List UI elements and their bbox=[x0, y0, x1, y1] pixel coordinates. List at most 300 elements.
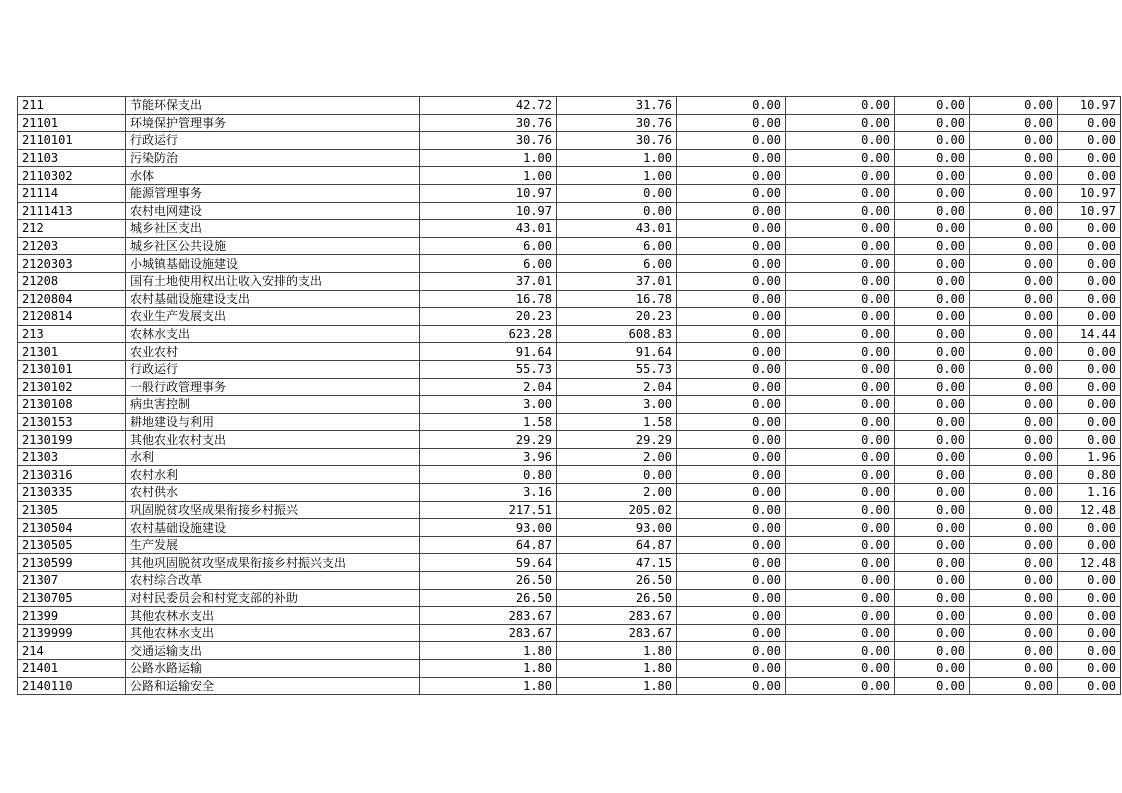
amount-cell: 0.00 bbox=[786, 660, 895, 678]
amount-cell: 0.00 bbox=[786, 378, 895, 396]
subject-name-cell: 农村综合改革 bbox=[126, 572, 420, 590]
amount-cell: 0.00 bbox=[677, 466, 786, 484]
amount-cell: 0.00 bbox=[1058, 343, 1121, 361]
subject-name-cell: 小城镇基础设施建设 bbox=[126, 255, 420, 273]
subject-code-cell: 2130199 bbox=[18, 431, 126, 449]
amount-cell: 0.00 bbox=[970, 132, 1058, 150]
subject-code-cell: 21301 bbox=[18, 343, 126, 361]
amount-cell: 0.00 bbox=[786, 519, 895, 537]
amount-cell: 0.00 bbox=[895, 220, 970, 238]
amount-cell: 0.00 bbox=[677, 413, 786, 431]
subject-name-cell: 节能环保支出 bbox=[126, 97, 420, 115]
amount-cell: 0.80 bbox=[1058, 466, 1121, 484]
table-row bbox=[18, 660, 1121, 678]
amount-cell: 0.00 bbox=[895, 536, 970, 554]
amount-cell: 93.00 bbox=[420, 519, 557, 537]
amount-cell: 6.00 bbox=[420, 255, 557, 273]
amount-cell: 1.80 bbox=[557, 677, 677, 695]
amount-cell: 0.00 bbox=[1058, 149, 1121, 167]
subject-name-cell: 水体 bbox=[126, 167, 420, 185]
amount-cell: 10.97 bbox=[420, 184, 557, 202]
table-row bbox=[18, 97, 1121, 115]
amount-cell: 6.00 bbox=[557, 237, 677, 255]
amount-cell: 0.00 bbox=[786, 220, 895, 238]
amount-cell: 0.00 bbox=[895, 466, 970, 484]
amount-cell: 0.00 bbox=[677, 660, 786, 678]
amount-cell: 0.00 bbox=[895, 501, 970, 519]
amount-cell: 0.00 bbox=[895, 431, 970, 449]
amount-cell: 30.76 bbox=[420, 114, 557, 132]
amount-cell: 0.00 bbox=[1058, 642, 1121, 660]
table-row bbox=[18, 255, 1121, 273]
subject-name-cell: 行政运行 bbox=[126, 132, 420, 150]
amount-cell: 0.00 bbox=[786, 484, 895, 502]
amount-cell: 30.76 bbox=[557, 114, 677, 132]
subject-code-cell: 2110101 bbox=[18, 132, 126, 150]
table-row bbox=[18, 149, 1121, 167]
table-body bbox=[18, 97, 1121, 695]
amount-cell: 0.00 bbox=[970, 396, 1058, 414]
amount-cell: 26.50 bbox=[557, 572, 677, 590]
amount-cell: 93.00 bbox=[557, 519, 677, 537]
amount-cell: 0.00 bbox=[895, 184, 970, 202]
amount-cell: 0.00 bbox=[786, 184, 895, 202]
amount-cell: 0.00 bbox=[677, 624, 786, 642]
amount-cell: 3.16 bbox=[420, 484, 557, 502]
amount-cell: 0.00 bbox=[786, 308, 895, 326]
amount-cell: 91.64 bbox=[420, 343, 557, 361]
table-row bbox=[18, 308, 1121, 326]
amount-cell: 0.00 bbox=[1058, 237, 1121, 255]
amount-cell: 0.00 bbox=[970, 255, 1058, 273]
subject-code-cell: 21203 bbox=[18, 237, 126, 255]
amount-cell: 0.00 bbox=[1058, 431, 1121, 449]
amount-cell: 0.00 bbox=[677, 607, 786, 625]
amount-cell: 0.00 bbox=[895, 308, 970, 326]
amount-cell: 0.00 bbox=[786, 325, 895, 343]
table-row bbox=[18, 642, 1121, 660]
amount-cell: 0.00 bbox=[677, 255, 786, 273]
table-row bbox=[18, 396, 1121, 414]
table-row bbox=[18, 378, 1121, 396]
amount-cell: 64.87 bbox=[557, 536, 677, 554]
subject-code-cell: 2130599 bbox=[18, 554, 126, 572]
amount-cell: 3.96 bbox=[420, 448, 557, 466]
table-row bbox=[18, 431, 1121, 449]
subject-code-cell: 213 bbox=[18, 325, 126, 343]
amount-cell: 1.96 bbox=[1058, 448, 1121, 466]
subject-name-cell: 能源管理事务 bbox=[126, 184, 420, 202]
table-row bbox=[18, 202, 1121, 220]
subject-name-cell: 农村基础设施建设支出 bbox=[126, 290, 420, 308]
amount-cell: 91.64 bbox=[557, 343, 677, 361]
table-row bbox=[18, 325, 1121, 343]
amount-cell: 0.00 bbox=[895, 360, 970, 378]
amount-cell: 0.00 bbox=[786, 396, 895, 414]
amount-cell: 0.00 bbox=[895, 624, 970, 642]
amount-cell: 0.00 bbox=[786, 114, 895, 132]
amount-cell: 0.00 bbox=[677, 501, 786, 519]
amount-cell: 0.00 bbox=[895, 607, 970, 625]
subject-name-cell: 国有土地使用权出让收入安排的支出 bbox=[126, 272, 420, 290]
amount-cell: 0.00 bbox=[677, 132, 786, 150]
amount-cell: 10.97 bbox=[1058, 184, 1121, 202]
amount-cell: 0.00 bbox=[677, 97, 786, 115]
amount-cell: 0.00 bbox=[970, 290, 1058, 308]
subject-code-cell: 2120804 bbox=[18, 290, 126, 308]
amount-cell: 0.00 bbox=[895, 572, 970, 590]
subject-name-cell: 农业生产发展支出 bbox=[126, 308, 420, 326]
amount-cell: 0.00 bbox=[970, 167, 1058, 185]
table-row bbox=[18, 237, 1121, 255]
amount-cell: 29.29 bbox=[557, 431, 677, 449]
amount-cell: 608.83 bbox=[557, 325, 677, 343]
amount-cell: 0.00 bbox=[970, 572, 1058, 590]
amount-cell: 29.29 bbox=[420, 431, 557, 449]
amount-cell: 0.00 bbox=[786, 642, 895, 660]
amount-cell: 0.00 bbox=[786, 607, 895, 625]
amount-cell: 217.51 bbox=[420, 501, 557, 519]
subject-name-cell: 农村基础设施建设 bbox=[126, 519, 420, 537]
amount-cell: 0.00 bbox=[786, 255, 895, 273]
amount-cell: 30.76 bbox=[557, 132, 677, 150]
amount-cell: 6.00 bbox=[420, 237, 557, 255]
amount-cell: 0.00 bbox=[677, 149, 786, 167]
subject-code-cell: 21399 bbox=[18, 607, 126, 625]
amount-cell: 0.00 bbox=[677, 396, 786, 414]
amount-cell: 0.00 bbox=[786, 360, 895, 378]
amount-cell: 0.00 bbox=[677, 237, 786, 255]
subject-code-cell: 2120814 bbox=[18, 308, 126, 326]
amount-cell: 2.04 bbox=[557, 378, 677, 396]
amount-cell: 0.80 bbox=[420, 466, 557, 484]
amount-cell: 0.00 bbox=[1058, 413, 1121, 431]
subject-code-cell: 2130108 bbox=[18, 396, 126, 414]
amount-cell: 0.00 bbox=[970, 642, 1058, 660]
amount-cell: 0.00 bbox=[970, 184, 1058, 202]
subject-name-cell: 其他巩固脱贫攻坚成果衔接乡村振兴支出 bbox=[126, 554, 420, 572]
amount-cell: 0.00 bbox=[677, 360, 786, 378]
amount-cell: 0.00 bbox=[895, 554, 970, 572]
amount-cell: 0.00 bbox=[895, 642, 970, 660]
amount-cell: 0.00 bbox=[970, 220, 1058, 238]
amount-cell: 26.50 bbox=[420, 589, 557, 607]
amount-cell: 0.00 bbox=[786, 272, 895, 290]
amount-cell: 0.00 bbox=[786, 572, 895, 590]
amount-cell: 0.00 bbox=[895, 132, 970, 150]
subject-name-cell: 农村供水 bbox=[126, 484, 420, 502]
amount-cell: 0.00 bbox=[895, 325, 970, 343]
amount-cell: 0.00 bbox=[970, 466, 1058, 484]
table-row bbox=[18, 607, 1121, 625]
amount-cell: 0.00 bbox=[786, 132, 895, 150]
amount-cell: 0.00 bbox=[677, 519, 786, 537]
amount-cell: 43.01 bbox=[557, 220, 677, 238]
subject-code-cell: 21114 bbox=[18, 184, 126, 202]
subject-name-cell: 交通运输支出 bbox=[126, 642, 420, 660]
amount-cell: 0.00 bbox=[970, 660, 1058, 678]
subject-code-cell: 2110302 bbox=[18, 167, 126, 185]
amount-cell: 0.00 bbox=[970, 677, 1058, 695]
amount-cell: 0.00 bbox=[786, 413, 895, 431]
table-row bbox=[18, 536, 1121, 554]
amount-cell: 0.00 bbox=[1058, 220, 1121, 238]
amount-cell: 20.23 bbox=[420, 308, 557, 326]
amount-cell: 0.00 bbox=[1058, 536, 1121, 554]
amount-cell: 37.01 bbox=[420, 272, 557, 290]
amount-cell: 0.00 bbox=[895, 149, 970, 167]
table-row bbox=[18, 519, 1121, 537]
amount-cell: 0.00 bbox=[895, 272, 970, 290]
subject-code-cell: 212 bbox=[18, 220, 126, 238]
subject-code-cell: 21303 bbox=[18, 448, 126, 466]
amount-cell: 0.00 bbox=[895, 519, 970, 537]
amount-cell: 20.23 bbox=[557, 308, 677, 326]
subject-code-cell: 2130504 bbox=[18, 519, 126, 537]
amount-cell: 0.00 bbox=[786, 149, 895, 167]
subject-code-cell: 2130101 bbox=[18, 360, 126, 378]
amount-cell: 0.00 bbox=[970, 554, 1058, 572]
amount-cell: 0.00 bbox=[895, 589, 970, 607]
subject-name-cell: 农林水支出 bbox=[126, 325, 420, 343]
table-row bbox=[18, 290, 1121, 308]
amount-cell: 6.00 bbox=[557, 255, 677, 273]
table-row bbox=[18, 448, 1121, 466]
subject-name-cell: 农业农村 bbox=[126, 343, 420, 361]
table-row bbox=[18, 184, 1121, 202]
amount-cell: 0.00 bbox=[1058, 308, 1121, 326]
subject-code-cell: 2140110 bbox=[18, 677, 126, 695]
amount-cell: 0.00 bbox=[786, 677, 895, 695]
amount-cell: 0.00 bbox=[1058, 272, 1121, 290]
amount-cell: 0.00 bbox=[970, 114, 1058, 132]
amount-cell: 16.78 bbox=[420, 290, 557, 308]
subject-name-cell: 城乡社区支出 bbox=[126, 220, 420, 238]
amount-cell: 0.00 bbox=[677, 642, 786, 660]
subject-code-cell: 2130335 bbox=[18, 484, 126, 502]
amount-cell: 30.76 bbox=[420, 132, 557, 150]
amount-cell: 1.58 bbox=[420, 413, 557, 431]
subject-code-cell: 21401 bbox=[18, 660, 126, 678]
amount-cell: 0.00 bbox=[786, 589, 895, 607]
subject-code-cell: 21307 bbox=[18, 572, 126, 590]
amount-cell: 0.00 bbox=[895, 677, 970, 695]
amount-cell: 283.67 bbox=[557, 607, 677, 625]
amount-cell: 2.00 bbox=[557, 484, 677, 502]
amount-cell: 0.00 bbox=[786, 202, 895, 220]
subject-name-cell: 生产发展 bbox=[126, 536, 420, 554]
amount-cell: 0.00 bbox=[677, 554, 786, 572]
amount-cell: 0.00 bbox=[895, 396, 970, 414]
amount-cell: 0.00 bbox=[970, 484, 1058, 502]
amount-cell: 0.00 bbox=[895, 255, 970, 273]
table-row bbox=[18, 677, 1121, 695]
amount-cell: 26.50 bbox=[557, 589, 677, 607]
subject-code-cell: 21103 bbox=[18, 149, 126, 167]
amount-cell: 0.00 bbox=[786, 501, 895, 519]
amount-cell: 0.00 bbox=[895, 484, 970, 502]
amount-cell: 0.00 bbox=[970, 519, 1058, 537]
table-row bbox=[18, 114, 1121, 132]
amount-cell: 0.00 bbox=[786, 167, 895, 185]
amount-cell: 0.00 bbox=[1058, 677, 1121, 695]
table-row bbox=[18, 501, 1121, 519]
amount-cell: 0.00 bbox=[895, 167, 970, 185]
subject-code-cell: 2130102 bbox=[18, 378, 126, 396]
amount-cell: 1.80 bbox=[557, 642, 677, 660]
amount-cell: 0.00 bbox=[557, 202, 677, 220]
subject-name-cell: 病虫害控制 bbox=[126, 396, 420, 414]
amount-cell: 26.50 bbox=[420, 572, 557, 590]
amount-cell: 0.00 bbox=[677, 448, 786, 466]
subject-name-cell: 一般行政管理事务 bbox=[126, 378, 420, 396]
amount-cell: 0.00 bbox=[786, 97, 895, 115]
table-row bbox=[18, 466, 1121, 484]
amount-cell: 0.00 bbox=[677, 272, 786, 290]
subject-name-cell: 对村民委员会和村党支部的补助 bbox=[126, 589, 420, 607]
amount-cell: 2.04 bbox=[420, 378, 557, 396]
amount-cell: 0.00 bbox=[970, 624, 1058, 642]
amount-cell: 0.00 bbox=[1058, 132, 1121, 150]
subject-code-cell: 214 bbox=[18, 642, 126, 660]
amount-cell: 0.00 bbox=[1058, 660, 1121, 678]
amount-cell: 43.01 bbox=[420, 220, 557, 238]
amount-cell: 55.73 bbox=[420, 360, 557, 378]
amount-cell: 0.00 bbox=[677, 114, 786, 132]
amount-cell: 0.00 bbox=[970, 237, 1058, 255]
amount-cell: 1.00 bbox=[420, 149, 557, 167]
amount-cell: 1.58 bbox=[557, 413, 677, 431]
amount-cell: 0.00 bbox=[677, 589, 786, 607]
amount-cell: 0.00 bbox=[677, 484, 786, 502]
amount-cell: 64.87 bbox=[420, 536, 557, 554]
amount-cell: 0.00 bbox=[895, 290, 970, 308]
amount-cell: 0.00 bbox=[970, 97, 1058, 115]
budget-table bbox=[17, 96, 1121, 695]
amount-cell: 0.00 bbox=[677, 167, 786, 185]
amount-cell: 0.00 bbox=[557, 466, 677, 484]
amount-cell: 0.00 bbox=[970, 272, 1058, 290]
amount-cell: 0.00 bbox=[895, 114, 970, 132]
amount-cell: 0.00 bbox=[677, 202, 786, 220]
amount-cell: 10.97 bbox=[420, 202, 557, 220]
amount-cell: 0.00 bbox=[1058, 290, 1121, 308]
subject-name-cell: 公路水路运输 bbox=[126, 660, 420, 678]
subject-name-cell: 农村电网建设 bbox=[126, 202, 420, 220]
amount-cell: 12.48 bbox=[1058, 501, 1121, 519]
subject-code-cell: 2111413 bbox=[18, 202, 126, 220]
amount-cell: 0.00 bbox=[970, 536, 1058, 554]
table-row bbox=[18, 572, 1121, 590]
subject-name-cell: 行政运行 bbox=[126, 360, 420, 378]
amount-cell: 31.76 bbox=[557, 97, 677, 115]
table-row bbox=[18, 589, 1121, 607]
amount-cell: 0.00 bbox=[677, 677, 786, 695]
amount-cell: 0.00 bbox=[970, 202, 1058, 220]
amount-cell: 0.00 bbox=[1058, 114, 1121, 132]
amount-cell: 0.00 bbox=[895, 202, 970, 220]
subject-code-cell: 21101 bbox=[18, 114, 126, 132]
table-row bbox=[18, 360, 1121, 378]
amount-cell: 0.00 bbox=[1058, 589, 1121, 607]
amount-cell: 0.00 bbox=[1058, 396, 1121, 414]
amount-cell: 1.00 bbox=[557, 167, 677, 185]
amount-cell: 10.97 bbox=[1058, 202, 1121, 220]
subject-code-cell: 2130705 bbox=[18, 589, 126, 607]
amount-cell: 0.00 bbox=[895, 343, 970, 361]
amount-cell: 0.00 bbox=[1058, 607, 1121, 625]
amount-cell: 0.00 bbox=[895, 237, 970, 255]
amount-cell: 1.80 bbox=[420, 642, 557, 660]
amount-cell: 205.02 bbox=[557, 501, 677, 519]
table-row bbox=[18, 413, 1121, 431]
amount-cell: 10.97 bbox=[1058, 97, 1121, 115]
amount-cell: 0.00 bbox=[970, 501, 1058, 519]
amount-cell: 0.00 bbox=[677, 572, 786, 590]
amount-cell: 42.72 bbox=[420, 97, 557, 115]
subject-code-cell: 211 bbox=[18, 97, 126, 115]
amount-cell: 0.00 bbox=[970, 589, 1058, 607]
amount-cell: 0.00 bbox=[786, 536, 895, 554]
table-row bbox=[18, 554, 1121, 572]
amount-cell: 59.64 bbox=[420, 554, 557, 572]
amount-cell: 1.80 bbox=[420, 677, 557, 695]
amount-cell: 283.67 bbox=[557, 624, 677, 642]
table-row bbox=[18, 624, 1121, 642]
amount-cell: 0.00 bbox=[1058, 255, 1121, 273]
amount-cell: 283.67 bbox=[420, 607, 557, 625]
table-row bbox=[18, 343, 1121, 361]
amount-cell: 0.00 bbox=[1058, 624, 1121, 642]
subject-code-cell: 21305 bbox=[18, 501, 126, 519]
amount-cell: 0.00 bbox=[1058, 378, 1121, 396]
amount-cell: 0.00 bbox=[677, 220, 786, 238]
amount-cell: 1.00 bbox=[557, 149, 677, 167]
amount-cell: 0.00 bbox=[1058, 167, 1121, 185]
amount-cell: 0.00 bbox=[786, 431, 895, 449]
amount-cell: 0.00 bbox=[786, 290, 895, 308]
amount-cell: 14.44 bbox=[1058, 325, 1121, 343]
amount-cell: 0.00 bbox=[786, 624, 895, 642]
amount-cell: 0.00 bbox=[895, 97, 970, 115]
table-row bbox=[18, 272, 1121, 290]
subject-name-cell: 环境保护管理事务 bbox=[126, 114, 420, 132]
amount-cell: 0.00 bbox=[895, 448, 970, 466]
amount-cell: 0.00 bbox=[557, 184, 677, 202]
subject-name-cell: 其他农林水支出 bbox=[126, 624, 420, 642]
amount-cell: 1.16 bbox=[1058, 484, 1121, 502]
amount-cell: 0.00 bbox=[970, 308, 1058, 326]
amount-cell: 0.00 bbox=[970, 325, 1058, 343]
amount-cell: 0.00 bbox=[677, 308, 786, 326]
table-row bbox=[18, 484, 1121, 502]
subject-code-cell: 21208 bbox=[18, 272, 126, 290]
amount-cell: 0.00 bbox=[895, 413, 970, 431]
amount-cell: 0.00 bbox=[970, 360, 1058, 378]
amount-cell: 1.80 bbox=[557, 660, 677, 678]
amount-cell: 623.28 bbox=[420, 325, 557, 343]
table-row bbox=[18, 167, 1121, 185]
amount-cell: 1.00 bbox=[420, 167, 557, 185]
amount-cell: 0.00 bbox=[786, 237, 895, 255]
amount-cell: 0.00 bbox=[1058, 519, 1121, 537]
amount-cell: 0.00 bbox=[970, 378, 1058, 396]
subject-code-cell: 2130316 bbox=[18, 466, 126, 484]
amount-cell: 1.80 bbox=[420, 660, 557, 678]
amount-cell: 0.00 bbox=[786, 343, 895, 361]
subject-name-cell: 其他农林水支出 bbox=[126, 607, 420, 625]
amount-cell: 16.78 bbox=[557, 290, 677, 308]
